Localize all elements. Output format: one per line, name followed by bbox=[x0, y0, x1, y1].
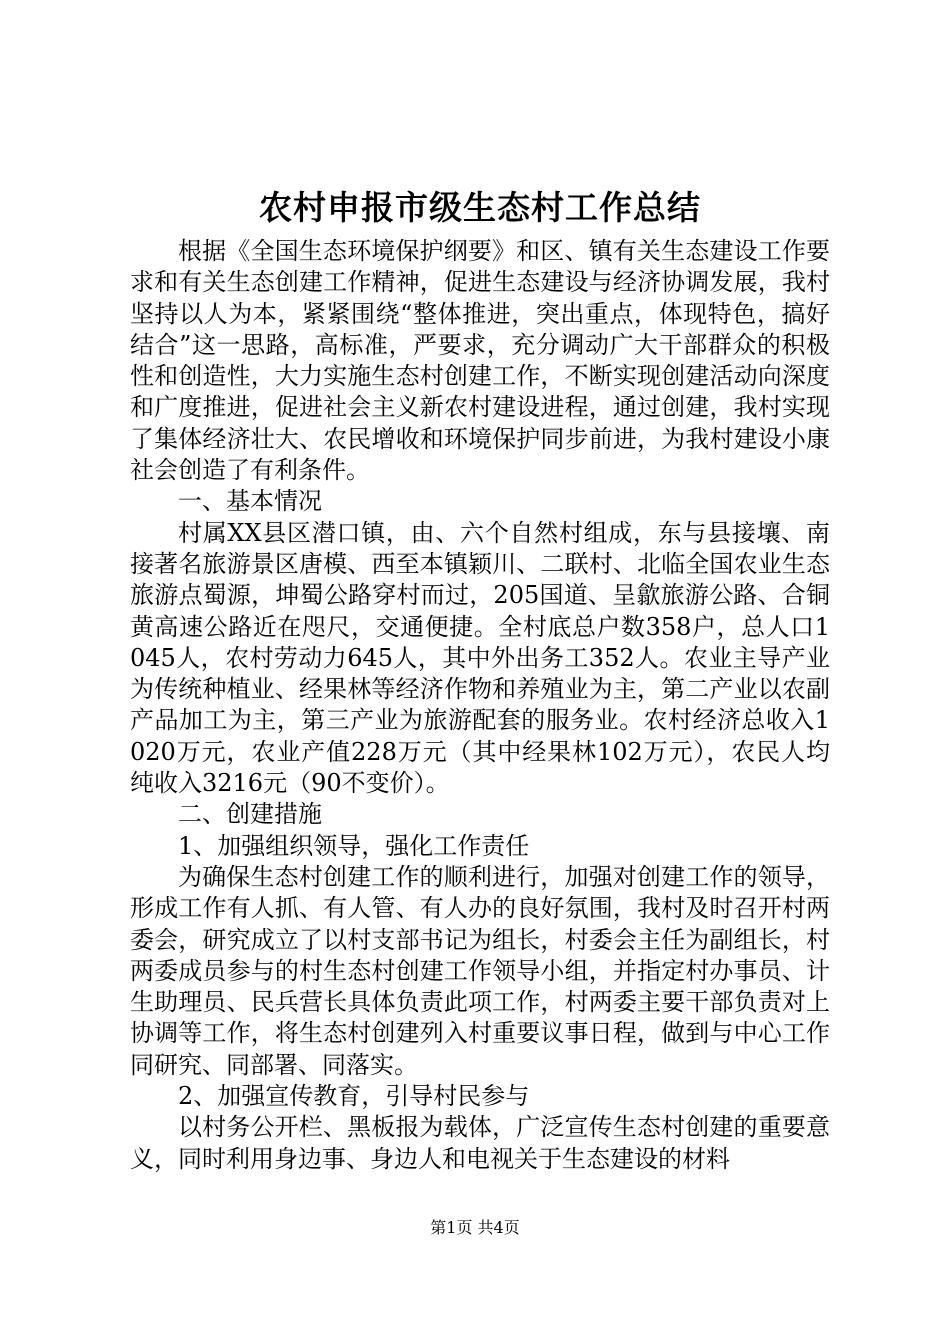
subsection-heading-publicity: 2、加强宣传教育，引导村民参与 bbox=[178, 1082, 530, 1111]
subsection-heading-organization: 1、加强组织领导，强化工作责任 bbox=[178, 831, 530, 860]
section-heading-basic: 一、基本情况 bbox=[178, 487, 322, 516]
intro-paragraph: 根据《全国生态环境保护纲要》和区、镇有关生态建设工作要求和有关生态创建工作精神，促进生态建设与经济协调发展，我村坚持以人为本，紧紧围绕“整体推进，突出重点，体现特色，搞好结合”这一思路，高标准，严要求，充分调动广大干部群众的积极性和创造性，大力实施生态村创建工作，不断实现创建活动向深度和广度推进，促进社会主义新农村建设进程，通过创建，我村实现了集体经济壮大、农民增收和环境保护同步前进，为我村建设小康社会创造了有利条件。 bbox=[130, 237, 830, 485]
document-title: 农村申报市级生态村工作总结 bbox=[259, 188, 701, 227]
page-number-footer: 第1页 共4页 bbox=[430, 1218, 520, 1237]
section-heading-measures: 二、创建措施 bbox=[178, 800, 322, 829]
basic-info-paragraph: 村属XX县区潜口镇，由、六个自然村组成，东与县接壤、南接著名旅游景区唐模、西至本镇颖川、二联村、北临全国农业生态旅游点蜀源，坤蜀公路穿村而过，205国道、呈歙旅游公路、合铜黄高速公路近在咫尺，交通便捷。全村底总户数358户，总人口1045人，农村劳动力645人，其中外出务工352人。农业主导产业为传统种植业、经果林等经济作物和养殖业为主，第二产业以农副产品加工为主，第三产业为旅游配套的服务业。农村经济总收入1020万元，农业产值228万元（其中经果林102万元），农民人均纯收入3216元（90不变价）。 bbox=[130, 518, 830, 798]
organization-paragraph: 为确保生态村创建工作的顺利进行，加强对创建工作的领导，形成工作有人抓、有人管、有人办的良好氛围，我村及时召开村两委会，研究成立了以村支部书记为组长，村委会主任为副组长，村两委成员参与的村生态村创建工作领导小组，并指定村办事员、计生助理员、民兵营长具体负责此项工作，村两委主要干部负责对上协调等工作，将生态村创建列入村重要议事日程，做到与中心工作同研究、同部署、同落实。 bbox=[130, 862, 830, 1079]
document-page bbox=[130, 180, 830, 1175]
publicity-paragraph: 以村务公开栏、黑板报为载体，广泛宣传生态村创建的重要意义，同时利用身边事、身边人和电视关于生态建设的材料 bbox=[130, 1113, 830, 1173]
